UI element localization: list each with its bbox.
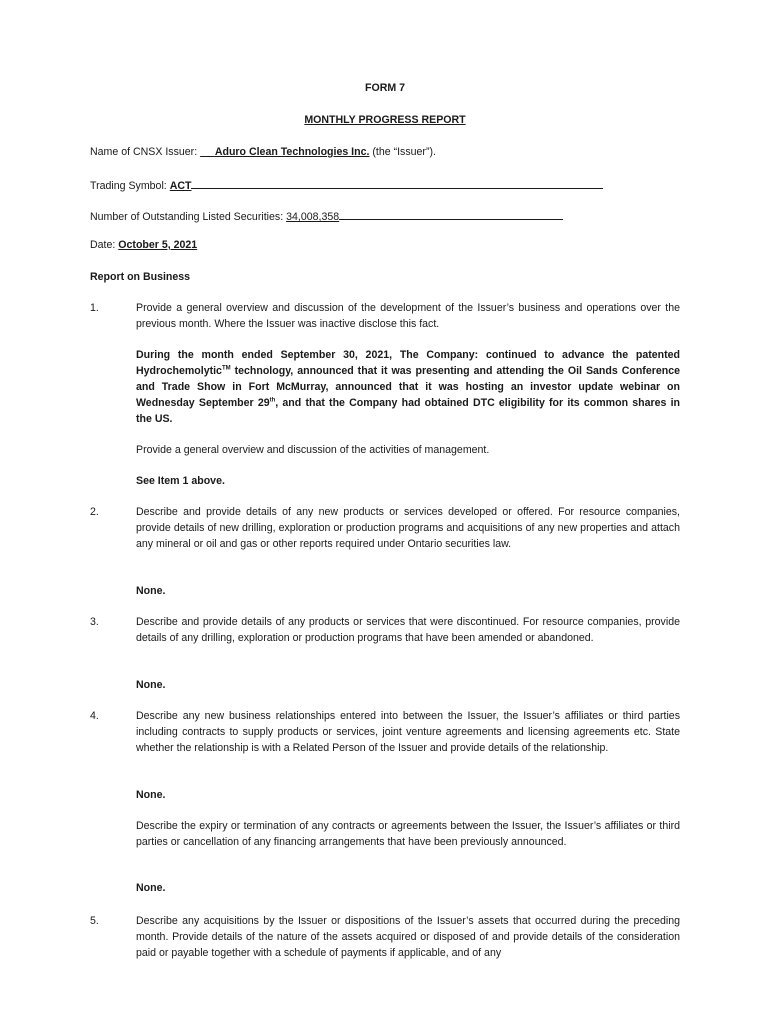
item-4-question: Describe any new business relationships entered into between the Issuer, the Issuer’s affiliates or third parties including contracts to supply products or services, joint venture agreements and licensing agreements etc. State whether the relationship is with a Related Person of the Issuer and provide details of the relationship. <box>136 710 680 754</box>
item-3-number: 3. <box>90 616 99 628</box>
item-1-sub-answer: See Item 1 above. <box>136 475 225 487</box>
item-1-number: 1. <box>90 302 99 314</box>
item-5-question: Describe any acquisitions by the Issuer or dispositions of the Issuer’s assets that occurred during the preceding month. Provide details of the nature of the assets acquired or disposed of and provide details of the consideration paid or payable together with a schedule of payments if applicable, and of any <box>136 915 680 959</box>
symbol-line <box>90 177 603 192</box>
report-heading: Report on Business <box>90 271 191 283</box>
ordinal-suffix: th <box>269 397 276 404</box>
issuer-label: Name of CNSX Issuer: <box>90 146 198 158</box>
securities-label: Number of Outstanding Listed Securities: <box>90 211 284 223</box>
symbol-value: ACT <box>169 180 192 192</box>
item-4-answer: None. <box>136 789 166 801</box>
securities-fill-line <box>339 208 563 220</box>
issuer-name: Aduro Clean Technologies Inc. <box>214 146 370 158</box>
form-subtitle: MONTHLY PROGRESS REPORT <box>304 114 466 126</box>
item-1-question: Provide a general overview and discussion of the development of the Issuer’s business and operations over the previous month. Where the Issuer was inactive disclose this fact. <box>136 302 680 330</box>
item-1-answer: During the month ended September 30, 2021, The Company: continued to advance the patented Hydrochemolytic™ technology, announced that it was presenting and attending the Oil Sands Conference and Trade Show in Fort McMurray, announced that it was hosting an investor update webinar on Wednesday September 29th, and that the Company had obtained DTC eligibility for its common shares in the US. <box>136 349 680 425</box>
form-title: FORM 7 <box>364 82 406 94</box>
item-1-sub-question: Provide a general overview and discussion of the activities of management. <box>136 444 490 456</box>
item-4-sub-answer: None. <box>136 882 166 894</box>
symbol-fill-line <box>191 177 603 189</box>
date-label: Date: <box>90 239 116 251</box>
item-3-question: Describe and provide details of any products or services that were discontinued. For resource companies, provide details of any drilling, exploration or production programs that have been amended or abandoned. <box>136 616 680 644</box>
securities-value: 34,008,358 <box>286 211 340 223</box>
issuer-suffix: (the “Issuer”). <box>372 146 436 158</box>
item-4-sub-question: Describe the expiry or termination of any contracts or agreements between the Issuer, the Issuer’s affiliates or third parties or cancellation of any financing arrangements that have been previously announced. <box>136 820 680 848</box>
trademark-mark: TM <box>221 365 231 372</box>
issuer-line <box>90 146 436 158</box>
item-5-number: 5. <box>90 915 99 927</box>
item-2-answer: None. <box>136 585 166 597</box>
item-2-question: Describe and provide details of any new products or services developed or offered. For resource companies, provide details of new drilling, exploration or production programs and acquisitions of any new properties and attach any mineral or oil and gas or other reports required under Ontario securities law. <box>136 506 680 550</box>
securities-line <box>90 208 563 223</box>
date-value: October 5, 2021 <box>118 239 198 251</box>
symbol-label: Trading Symbol: <box>90 180 167 192</box>
date-line <box>90 239 197 251</box>
item-2-number: 2. <box>90 506 99 518</box>
item-4-number: 4. <box>90 710 99 722</box>
item-3-answer: None. <box>136 679 166 691</box>
